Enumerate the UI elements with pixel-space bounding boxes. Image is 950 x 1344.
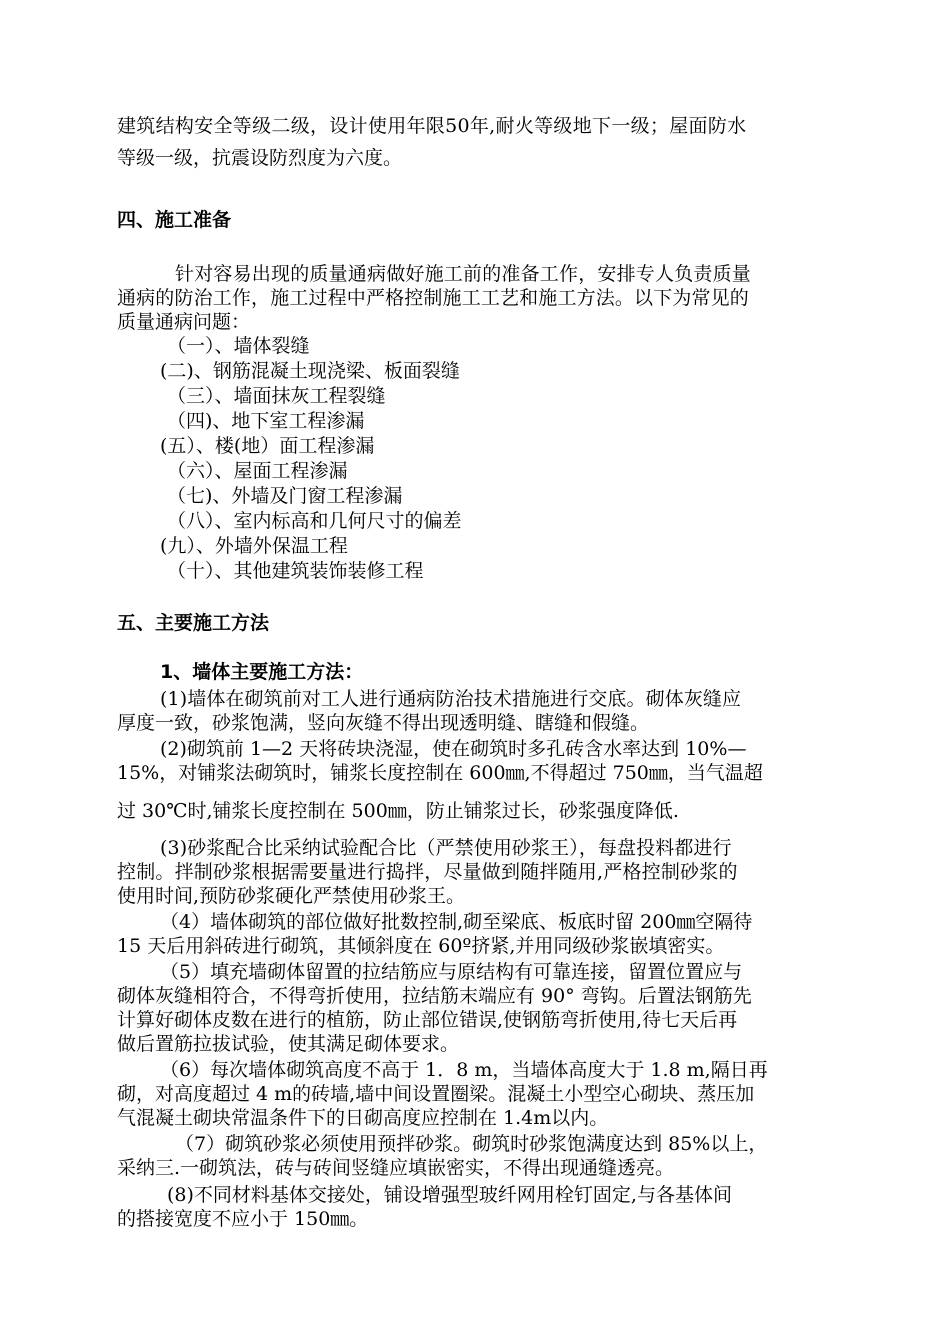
paragraph-3-line-3: 使用时间,预防砂浆硬化严禁使用砂浆王。 (117, 885, 466, 907)
paragraph-3-line-2: 控制。拌制砂浆根据需要量进行捣拌，尽量做到随拌随用,严格控制砂浆的 (117, 861, 738, 883)
list-item: (九）、外墙外保温工程 (160, 535, 348, 557)
paragraph-5-line-2: 砌体灰缝相符合，不得弯折使用，拉结筋末端应有 90° 弯钩。后置法钢筋先 (117, 985, 752, 1007)
paragraph-3-line-1: (3)砂浆配合比采纳试验配合比（严禁使用砂浆王），每盘投料都进行 (160, 837, 732, 859)
paragraph-7-line-1: （7）砌筑砂浆必须使用预拌砂浆。砌筑时砂浆饱满度达到 85%以上， (175, 1133, 768, 1155)
paragraph-2-line-2: 15%，对铺浆法砌筑时，铺浆长度控制在 600㎜,不得超过 750㎜，当气温超 (117, 762, 763, 784)
list-item: （十）、其他建筑装饰装修工程 (167, 560, 424, 582)
paragraph-4-line-2: 15 天后用斜砖进行砌筑，其倾斜度在 60º挤紧,并用同级砂浆嵌填密实。 (117, 935, 725, 957)
paragraph-6-line-2: 砌，对高度超过 4 m的砖墙,墙中间设置圈梁。混凝土小型空心砌块、蒸压加 (117, 1083, 755, 1105)
subsection-1-heading: 1、墙体主要施工方法： (160, 661, 364, 683)
paragraph-5-line-3: 计算好砌体皮数在进行的植筋，防止部位错误,使钢筋弯折使用,待七天后再 (117, 1009, 738, 1031)
paragraph-5-line-4: 做后置筋拉拔试验，使其满足砌体要求。 (117, 1033, 460, 1055)
paragraph-8-line-1: (8)不同材料基体交接处，铺设增强型玻纤网用栓钉固定,与各基体间 (167, 1184, 732, 1206)
paragraph-1-line-1: (1)墙体在砌筑前对工人进行通病防治技术措施进行交底。砌体灰缝应 (160, 688, 742, 710)
list-item: （七)、外墙及门窗工程渗漏 (167, 485, 403, 507)
section-4-para-line-2: 通病的防治工作，施工过程中严格控制施工工艺和施工方法。以下为常见的 (117, 287, 749, 309)
paragraph-1-line-2: 厚度一致，砂浆饱满，竖向灰缝不得出现透明缝、瞎缝和假缝。 (117, 712, 650, 734)
intro-line-2: 等级一级，抗震设防烈度为六度。 (117, 147, 403, 169)
paragraph-6-line-1: （6）每次墙体砌筑高度不高于 1．8 m，当墙体高度大于 1.8 m,隔日再 (160, 1059, 768, 1081)
section-5-heading: 五、主要施工方法 (117, 612, 270, 634)
intro-line-1: 建筑结构安全等级二级，设计使用年限50年,耐火等级地下一级；屋面防水 (117, 115, 747, 137)
paragraph-4-line-1: （4）墙体砌筑的部位做好批数控制,砌至梁底、板底时留 200㎜空隔待 (160, 911, 753, 933)
list-item: (二)、钢筋混凝土现浇梁、板面裂缝 (160, 360, 460, 382)
section-4-para-line-1: 针对容易出现的质量通病做好施工前的准备工作，安排专人负责质量 (175, 263, 752, 285)
list-item: （三）、墙面抹灰工程裂缝 (167, 385, 386, 407)
paragraph-6-line-3: 气混凝土砌块常温条件下的日砌高度应控制在 1.4m以内。 (117, 1107, 609, 1129)
paragraph-8-line-2: 的搭接宽度不应小于 150㎜。 (117, 1208, 369, 1230)
paragraph-5-line-1: （5）填充墙砌体留置的拉结筋应与原结构有可靠连接，留置位置应与 (160, 961, 743, 983)
list-item: （四)、地下室工程渗漏 (167, 410, 365, 432)
list-item: (五）、楼(地）面工程渗漏 (160, 435, 375, 457)
section-4-para-line-3: 质量通病问题： (117, 311, 251, 333)
list-item: （六）、屋面工程渗漏 (167, 460, 348, 482)
paragraph-7-line-2: 采纳三.一砌筑法，砖与砖间竖缝应填嵌密实，不得出现通缝透亮。 (117, 1157, 675, 1179)
section-4-heading: 四、施工准备 (117, 209, 232, 231)
list-item: （八）、室内标高和几何尺寸的偏差 (167, 510, 462, 532)
paragraph-2-line-3: 过 30℃时,铺浆长度控制在 500㎜，防止铺浆过长，砂浆强度降低. (117, 800, 679, 822)
list-item: （一）、墙体裂缝 (167, 335, 310, 357)
paragraph-2-line-1: (2)砌筑前 1—2 天将砖块浇湿，使在砌筑时多孔砖含水率达到 10%— (160, 738, 747, 760)
